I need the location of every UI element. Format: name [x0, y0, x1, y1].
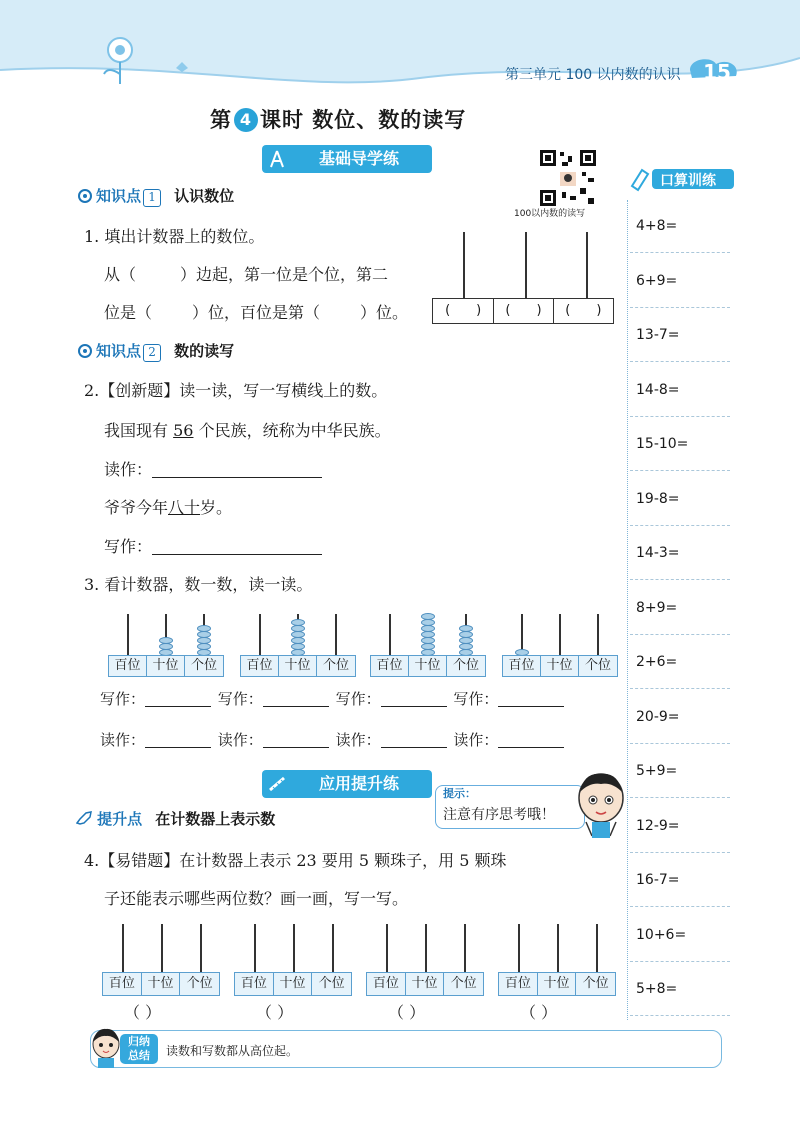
abacus-rod — [335, 614, 337, 656]
q2-s2-number: 八十 — [168, 498, 201, 517]
kp2-number: 2 — [143, 344, 161, 362]
q3-abacus — [240, 612, 356, 678]
q3-write-line-2[interactable] — [263, 706, 329, 707]
q2-s2b: 岁。 — [200, 498, 233, 517]
q3-read-line-4[interactable] — [498, 747, 564, 748]
abacus-rod — [127, 614, 129, 656]
drill-divider-line — [630, 961, 730, 962]
q2-read-row — [104, 457, 322, 480]
boy-character-icon — [574, 770, 628, 840]
tip-text: 注意有序思考哦！ — [443, 807, 555, 823]
abacus-rod — [557, 924, 559, 972]
drill-item[interactable]: 6+9= — [636, 272, 678, 289]
q3-title: 3. 看计数器，数一数，读一读。 — [84, 575, 313, 594]
banner-apply — [262, 770, 432, 798]
q3-write-label: 写作： — [453, 690, 499, 708]
abacus-place-label: 百位 — [241, 656, 279, 676]
abacus-place-label: 十位 — [279, 656, 317, 676]
q1-line3c: ）位。 — [360, 303, 409, 322]
qr-code-icon — [538, 148, 598, 208]
drill-divider-line — [630, 906, 730, 907]
abacus-rod — [597, 614, 599, 656]
banner-basic-label: 基础导学练 — [318, 149, 399, 168]
abacus-base — [432, 298, 614, 324]
q1-line1: 1. 填出计数器上的数位。 — [84, 227, 265, 246]
abacus-base — [102, 972, 220, 996]
q1-line2b: ）边起，第一位是个位，第二 — [180, 265, 389, 284]
kp2-heading — [78, 340, 234, 362]
abacus-place-label: 个位 — [450, 976, 477, 991]
abacus-rod — [525, 232, 527, 300]
abacus-bead — [459, 643, 473, 650]
q4-answer-paren[interactable]: （ ） — [256, 1003, 294, 1022]
q2-read-answer-line[interactable] — [152, 477, 322, 478]
q1-line2a: 从（ — [104, 265, 137, 284]
page-number: 15 — [703, 60, 731, 84]
abacus-bead — [421, 613, 435, 620]
q2-s2a: 爷爷今年 — [104, 498, 169, 517]
q1-line3 — [104, 300, 408, 323]
drill-item[interactable]: 5+9= — [636, 763, 678, 779]
abacus-bead — [421, 625, 435, 632]
q2-read-label: 读作： — [104, 460, 153, 479]
abacus-place-label: 百位 — [367, 973, 406, 995]
abacus-place-label: 十位 — [409, 656, 447, 676]
abacus-bead — [459, 631, 473, 638]
abacus-bead — [159, 643, 173, 650]
drill-divider — [627, 200, 628, 1020]
summary-tag-line2: 总结 — [128, 1049, 150, 1062]
abacus-bead — [421, 631, 435, 638]
abacus-rod — [559, 614, 561, 656]
abacus-base — [240, 655, 356, 677]
q2-write-answer-line[interactable] — [152, 554, 322, 555]
lesson-title-text: 课时 数位、数的读写 — [260, 108, 467, 132]
kp1-name: 认识数位 — [174, 187, 235, 205]
drill-title-badge — [628, 166, 738, 192]
q3-read-line-2[interactable] — [263, 747, 329, 748]
q3-write-line-3[interactable] — [381, 706, 447, 707]
drill-item[interactable]: 14-3= — [636, 545, 680, 561]
abacus-place-label: 百位 — [371, 656, 409, 676]
drill-item[interactable]: 12-9= — [636, 817, 680, 834]
abacus-bead — [459, 637, 473, 644]
q3-read-line-1[interactable] — [145, 747, 211, 748]
kp1-heading — [78, 185, 234, 207]
abacus-place-label: 百位 — [499, 973, 538, 995]
q4-answer-paren[interactable]: （ ） — [124, 1003, 162, 1022]
summary-tag-line1: 归纳 — [128, 1035, 150, 1048]
q3-write-row — [100, 688, 564, 709]
abacus-bead — [291, 643, 305, 650]
q1-line3a: 位是（ — [104, 303, 153, 322]
abacus-bead — [421, 643, 435, 650]
q2-s1a: 我国现有 — [104, 421, 169, 440]
drill-item[interactable]: 14-8= — [636, 381, 680, 398]
tip-label: 提示： — [443, 787, 476, 800]
abacus-rod — [463, 232, 465, 300]
abacus-rod — [200, 924, 202, 972]
q4-line1: 4.【易错题】在计数器上表示 23 要用 5 颗珠子，用 5 颗珠 — [84, 851, 507, 870]
abacus-bead — [291, 631, 305, 638]
kp1-number: 1 — [143, 189, 161, 207]
abacus-bead — [197, 625, 211, 632]
abacus-rod — [586, 232, 588, 300]
q2-write-row — [104, 534, 322, 557]
abacus-rod — [389, 614, 391, 656]
kp3-heading — [76, 808, 275, 829]
q3-write-label: 写作： — [335, 690, 381, 708]
drill-divider-line — [630, 688, 730, 689]
q3-read-label: 读作： — [100, 731, 146, 749]
drill-divider-line — [630, 525, 730, 526]
q2-sentence-2 — [104, 495, 232, 518]
abacus-place-label: 十位 — [142, 973, 181, 995]
q4-answer-paren[interactable]: （ ） — [520, 1003, 558, 1022]
abacus-rod — [293, 924, 295, 972]
drill-item[interactable]: 19-8= — [636, 490, 680, 507]
q2-s1-number: 56 — [173, 421, 194, 440]
abacus-base — [366, 972, 484, 996]
abacus-rod — [596, 924, 598, 972]
banner-basic — [262, 145, 432, 173]
abacus-place-label: 十位 — [406, 973, 445, 995]
girl-character-icon — [90, 1026, 122, 1070]
q3-read-label: 读作： — [335, 731, 381, 749]
drill-item[interactable]: 16-7= — [636, 872, 680, 888]
summary-text: 读数和写数都从高位起。 — [166, 1044, 299, 1058]
q1-abacus-cell-2[interactable]: ( ) — [494, 299, 553, 323]
abacus-rod — [122, 924, 124, 972]
abacus-rod — [464, 924, 466, 972]
drill-item[interactable]: 13-7= — [636, 327, 680, 343]
abacus-rod — [518, 924, 520, 972]
abacus-bead — [197, 637, 211, 644]
abacus-place-label: 十位 — [147, 656, 185, 676]
q3-read-label: 读作： — [217, 731, 263, 749]
abacus-rod — [254, 924, 256, 972]
abacus-base — [108, 655, 224, 677]
abacus-bead — [421, 637, 435, 644]
compass-icon — [268, 149, 286, 169]
q1-abacus-cell-3[interactable]: ( ) — [565, 303, 602, 318]
drill-item[interactable]: 20-9= — [636, 708, 680, 725]
abacus-bead — [291, 637, 305, 644]
q4-line2: 子还能表示哪些两位数？画一画，写一写。 — [104, 889, 409, 908]
abacus-place-label: 十位 — [274, 973, 313, 995]
banner-apply-label: 应用提升练 — [318, 774, 399, 793]
q1-abacus — [430, 230, 615, 325]
abacus-base — [502, 655, 618, 677]
q1-abacus-cell-1[interactable]: ( ) — [433, 299, 494, 323]
abacus-place-label: 百位 — [503, 656, 541, 676]
q4-abacus[interactable] — [366, 924, 484, 1024]
abacus-place-label: 个位 — [318, 976, 345, 991]
abacus-rod — [161, 924, 163, 972]
q3-write-label: 写作： — [100, 690, 146, 708]
abacus-rod — [259, 614, 261, 656]
ruler-icon — [268, 774, 286, 794]
abacus-rod — [425, 924, 427, 972]
drill-item[interactable]: 5+8= — [636, 981, 678, 997]
abacus-place-label: 十位 — [538, 973, 577, 995]
abacus-base — [498, 972, 616, 996]
q2-write-label: 写作： — [104, 537, 153, 556]
q2-title: 2.【创新题】读一读，写一写横线上的数。 — [84, 381, 388, 400]
q3-write-line-1[interactable] — [145, 706, 211, 707]
q3-read-line-3[interactable] — [381, 747, 447, 748]
qr-caption: 100以内数的读写 — [514, 209, 586, 219]
abacus-place-label: 个位 — [582, 976, 609, 991]
q3-read-row — [100, 729, 564, 750]
drill-item[interactable]: 8+9= — [636, 599, 678, 616]
drill-divider-line — [630, 470, 730, 471]
abacus-place-label: 百位 — [103, 973, 142, 995]
q4-answer-paren[interactable]: （ ） — [388, 1003, 426, 1022]
q1-line2 — [104, 262, 388, 285]
target-icon — [78, 344, 92, 358]
q3-read-label: 读作： — [453, 731, 499, 749]
kp2-label: 知识点 — [96, 342, 142, 360]
summary-tag — [120, 1034, 158, 1064]
rocket-icon — [76, 811, 92, 825]
abacus-bead — [291, 619, 305, 626]
abacus-place-label: 个位 — [452, 658, 479, 673]
q4-abacus[interactable] — [498, 924, 616, 1024]
drill-divider-line — [630, 852, 730, 853]
kp3-label: 提升点 — [97, 810, 143, 828]
abacus-rod — [386, 924, 388, 972]
drill-divider-line — [630, 252, 730, 253]
abacus-base — [370, 655, 486, 677]
drill-item[interactable]: 10+6= — [636, 926, 687, 943]
drill-divider-line — [630, 361, 730, 362]
q2-sentence-1 — [104, 418, 391, 441]
abacus-place-label: 个位 — [322, 658, 349, 673]
lesson-title-prefix: 第 — [210, 108, 232, 132]
target-icon — [78, 189, 92, 203]
drill-item[interactable]: 15-10= — [636, 436, 689, 452]
drill-divider-line — [630, 307, 730, 308]
q3-write-label: 写作： — [217, 690, 263, 708]
q3-write-line-4[interactable] — [498, 706, 564, 707]
drill-item[interactable]: 4+8= — [636, 218, 678, 234]
abacus-bead — [159, 637, 173, 644]
abacus-place-label: 个位 — [190, 658, 217, 673]
kp1-label: 知识点 — [96, 187, 142, 205]
abacus-bead — [421, 619, 435, 626]
abacus-bead — [459, 625, 473, 632]
q3-abacus — [108, 612, 224, 678]
q2-s1b: 个民族，统称为中华民族。 — [198, 421, 391, 440]
lesson-title — [210, 104, 466, 134]
drill-divider-line — [630, 1015, 730, 1016]
lesson-number-badge: 4 — [234, 108, 258, 132]
abacus-place-label: 个位 — [584, 658, 611, 673]
abacus-place-label: 百位 — [109, 656, 147, 676]
abacus-bead — [291, 625, 305, 632]
drill-item[interactable]: 2+6= — [636, 654, 678, 670]
drill-divider-line — [630, 416, 730, 417]
drill-divider-line — [630, 634, 730, 635]
kp2-name: 数的读写 — [174, 342, 235, 360]
abacus-place-label: 个位 — [186, 976, 213, 991]
abacus-place-label: 百位 — [235, 973, 274, 995]
header-wave — [0, 0, 800, 100]
kp3-name: 在计数器上表示数 — [155, 810, 276, 828]
drill-divider-line — [630, 743, 730, 744]
drill-divider-line — [630, 797, 730, 798]
drill-title: 口算训练 — [660, 173, 716, 189]
q3-abacus — [502, 612, 618, 678]
abacus-base — [234, 972, 352, 996]
abacus-bead — [197, 643, 211, 650]
q3-abacus — [370, 612, 486, 678]
abacus-rod — [332, 924, 334, 972]
abacus-bead — [197, 631, 211, 638]
q4-abacus[interactable] — [234, 924, 352, 1024]
unit-title: 第三单元 100 以内数的认识 — [505, 67, 681, 83]
drill-divider-line — [630, 579, 730, 580]
abacus-place-label: 十位 — [541, 656, 579, 676]
q4-abacus[interactable] — [102, 924, 220, 1024]
q1-line3b: ）位，百位是第（ — [192, 303, 321, 322]
